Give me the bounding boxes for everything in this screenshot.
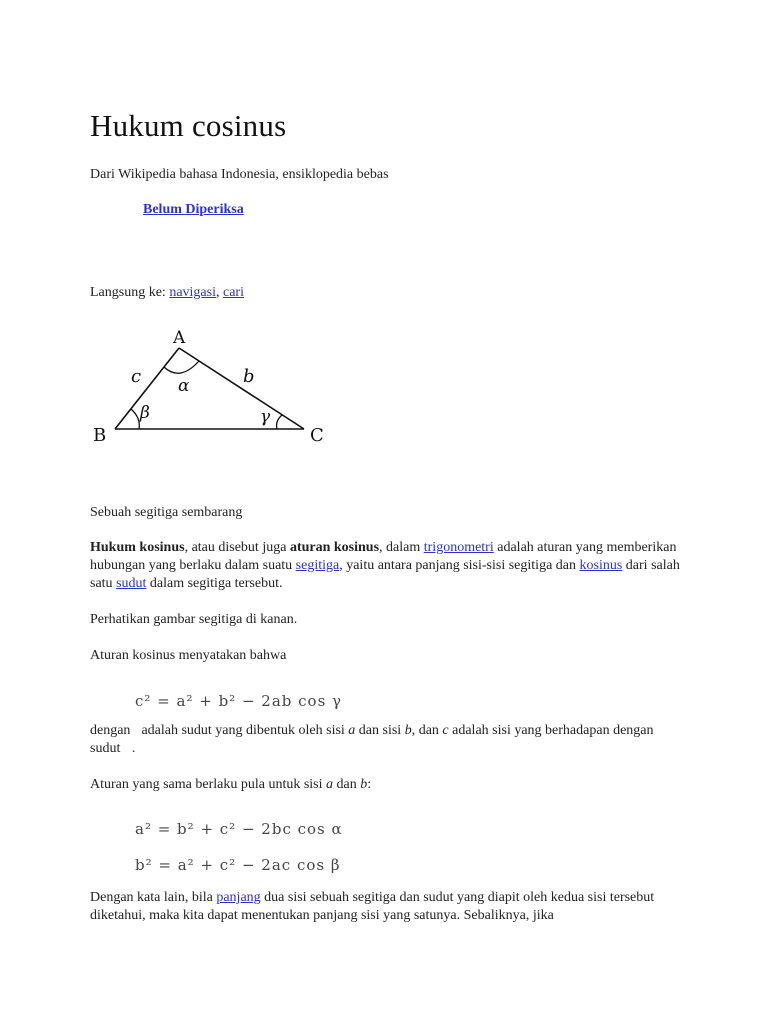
- link-panjang[interactable]: panjang: [216, 890, 261, 905]
- sama-text: Aturan yang sama berlaku pula untuk sisi: [90, 777, 327, 792]
- link-kosinus[interactable]: kosinus: [579, 558, 623, 573]
- angle-gamma-arc: [277, 415, 282, 429]
- term-aturan-kosinus: aturan kosinus: [289, 540, 380, 555]
- angle-alpha-label: α: [178, 376, 190, 396]
- article-subtitle: Dari Wikipedia bahasa Indonesia, ensiklopedia bebas: [90, 167, 389, 182]
- formula-law-of-cosines-c: [135, 692, 343, 710]
- intro-text: dalam segitiga tersebut.: [146, 576, 283, 591]
- link-trigonometri[interactable]: trigonometri: [423, 540, 494, 555]
- formula-law-of-cosines-b: [135, 856, 341, 874]
- review-status-link[interactable]: Belum Diperiksa: [143, 202, 244, 217]
- intro-paragraph: [90, 539, 680, 593]
- dengan-text: adalah sisi yang berhadapan dengan sudut: [90, 723, 654, 756]
- jump-separator: ,: [215, 285, 220, 300]
- formula-text: a² = b² + c² − 2bc cos α: [135, 820, 343, 838]
- paragraph-aturan: Aturan kosinus menyatakan bahwa: [90, 648, 287, 663]
- angle-beta-label: β: [140, 403, 150, 423]
- sama-text: :: [367, 777, 372, 792]
- dengan-text: dan sisi: [355, 723, 405, 738]
- side-b-line: [179, 348, 304, 429]
- triangle-diagram: [88, 330, 333, 445]
- var-a: a: [348, 723, 356, 738]
- paragraph-perhatikan: Perhatikan gambar segitiga di kanan.: [90, 612, 298, 627]
- vertex-a-label: A: [173, 328, 186, 348]
- link-segitiga[interactable]: segitiga: [295, 558, 340, 573]
- intro-text: adalah aturan yang memberikan hubungan yang berlaku dalam suatu: [90, 540, 677, 573]
- vertex-c-label: C: [310, 425, 324, 446]
- intro-text: , yaitu antara panjang sisi-sisi segitiga dan: [339, 558, 580, 573]
- jump-prefix: Langsung ke:: [90, 285, 166, 300]
- angle-alpha-arc: [164, 361, 199, 373]
- var-c: c: [442, 723, 449, 738]
- figure-caption: Sebuah segitiga sembarang: [90, 505, 243, 520]
- dengan-text: dengan: [90, 723, 134, 738]
- sama-text: dan: [333, 777, 361, 792]
- page-title: Hukum cosinus: [90, 108, 287, 143]
- angle-gamma-label: γ: [260, 407, 271, 427]
- last-text: Dengan kata lain, bila: [90, 890, 217, 905]
- dengan-text: , dan: [411, 723, 443, 738]
- formula-text: b² = a² + c² − 2ac cos β: [135, 856, 341, 874]
- side-c-label: c: [131, 366, 142, 387]
- triangle-figure: [88, 330, 333, 450]
- paragraph-kata-lain: [90, 889, 655, 925]
- var-b: b: [404, 723, 412, 738]
- jump-search-link[interactable]: cari: [222, 285, 244, 300]
- var-a: a: [326, 777, 334, 792]
- intro-text: , dalam: [379, 540, 424, 555]
- paragraph-dengan: [90, 722, 680, 758]
- vertex-b-label: B: [93, 425, 107, 446]
- last-text: dua sisi sebuah segitiga dan sudut yang diapit oleh kedua sisi tersebut diketahui, maka kita dapat menentukan panjang sisi yang satunya. Sebaliknya, jika: [90, 890, 655, 923]
- jump-navigation-link[interactable]: navigasi: [169, 285, 216, 300]
- formula-text: c² = a² + b² − 2ab cos γ: [135, 692, 343, 710]
- angle-beta-arc: [131, 409, 139, 429]
- term-hukum-kosinus: Hukum kosinus: [90, 540, 185, 555]
- var-b: b: [360, 777, 368, 792]
- jump-links: [90, 284, 244, 302]
- intro-text: , atau disebut juga: [184, 540, 290, 555]
- side-b-label: b: [243, 366, 255, 387]
- formula-law-of-cosines-a: [135, 820, 343, 838]
- paragraph-aturan-sama: [90, 776, 371, 794]
- dengan-text: adalah sudut yang dibentuk oleh sisi: [137, 723, 349, 738]
- link-sudut[interactable]: sudut: [116, 576, 147, 591]
- intro-text: dari salah satu: [90, 558, 680, 591]
- dengan-text: .: [131, 741, 136, 756]
